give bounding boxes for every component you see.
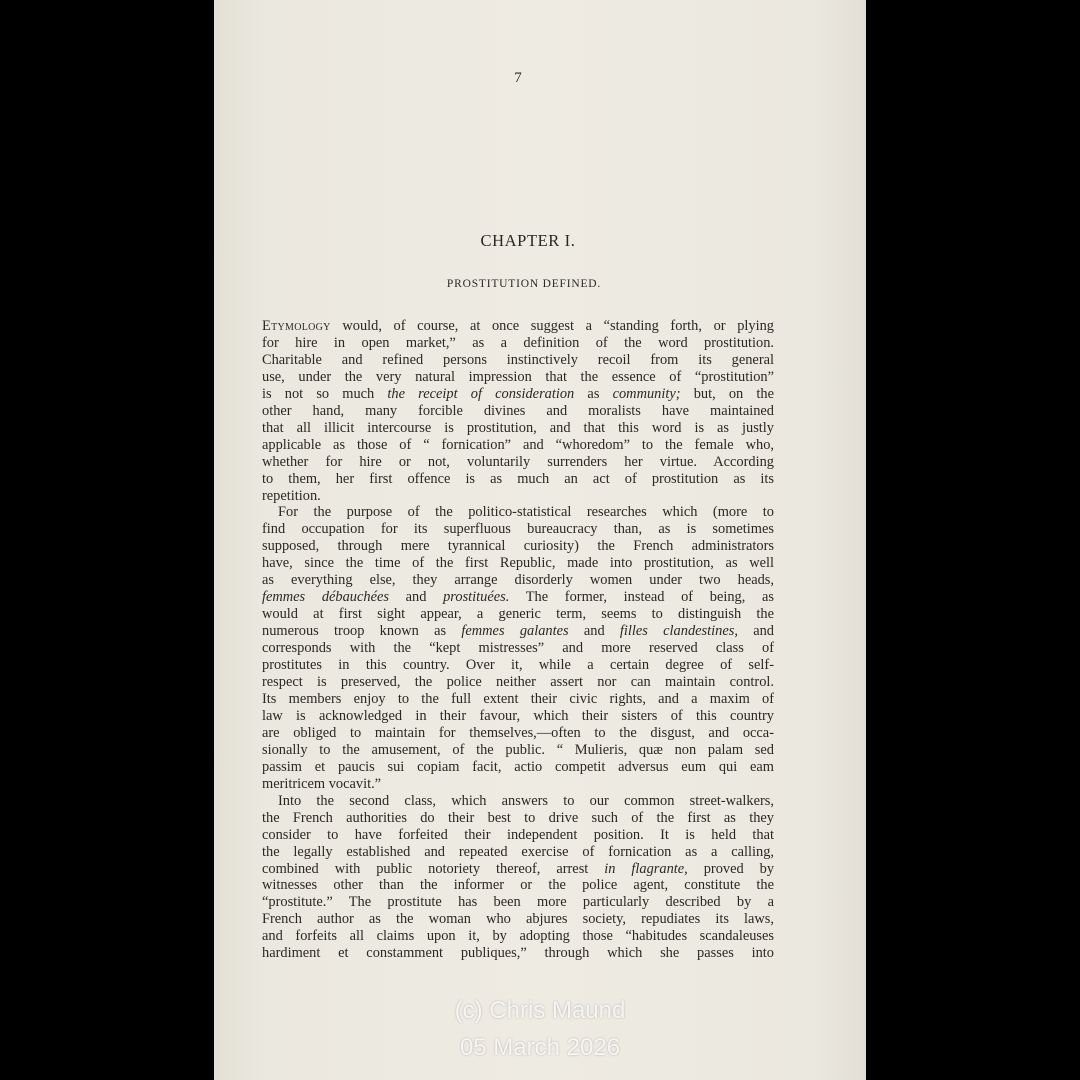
text-line: whether for hire or not, voluntarily surrenders her virtue. According [262,453,774,470]
section-heading: PROSTITUTION DEFINED. [446,278,602,290]
date-watermark: 05 March 2026 [459,1034,621,1061]
text-line: For the purpose of the politico-statistical researches which (more to [278,504,774,521]
text-line: hardiment et constamment publiques,” through which she passes into [262,945,774,962]
text-line: for hire in open market,” as a definition of the word prostitution. [262,334,774,351]
text-run: and [568,623,620,640]
text-line [262,386,774,403]
italic-run: prostituées. [443,589,510,606]
text-line: supposed, through mere tyrannical curiosity) the French administrators [262,538,774,555]
text-line: passim et paucis sui copiam facit, actio competit adversus eum qui eam [262,758,774,775]
text-run: and [737,623,774,640]
text-run: The former, instead of being, as [509,589,774,606]
text-line: to them, her first offence is as much an act of prostitution as its [262,470,774,487]
italic-run: femmes galantes [461,623,569,640]
text-line [262,623,774,640]
text-line: Its members enjoy to the full extent their civic rights, and a maxim of [262,690,774,707]
book-page [214,0,866,1080]
text-line: applicable as those of “ fornication” and “whoredom” to the female who, [262,436,774,453]
text-line: the French authorities do their best to drive such of the first as they [262,809,774,826]
text-line: respect is preserved, the police neither assert nor can maintain control. [262,674,774,691]
copyright-watermark: (c) Chris Maund [454,997,626,1024]
italic-run: femmes débauchées [262,589,389,606]
text-run: but, on the [680,385,774,402]
text-line: repetition. [262,487,321,504]
text-line: use, under the very natural impression that the essence of “prostitution” [262,368,774,385]
text-line: would at first sight appear, a generic term, seems to distinguish the [262,606,774,623]
chapter-heading: CHAPTER I. [480,231,576,250]
text-line: that all illicit intercourse is prostitution, and that this word is as justly [262,419,774,436]
text-line: other hand, many forcible divines and moralists have maintained [262,402,774,419]
text-line: Charitable and refined persons instinctively recoil from its general [262,351,774,368]
text-line: consider to have forfeited their independent position. It is held that [262,826,774,843]
page-number: 7 [514,70,522,86]
italic-run: in flagrante, [604,860,688,877]
text-run: numerous troop known as [262,623,462,640]
body-text [262,318,774,962]
text-run: and [388,589,444,606]
text-line: law is acknowledged in their favour, which their sisters of this country [262,707,774,724]
text-line: and forfeits all claims upon it, by adopting those “habitudes scandaleuses [262,928,774,945]
text-line [262,589,774,606]
text-line: the legally established and repeated exercise of fornication as a calling, [262,843,774,860]
text-line: find occupation for its superfluous bureaucracy than, as is sometimes [262,521,774,538]
text-line: “prostitute.” The prostitute has been more particularly described by a [262,894,774,911]
italic-run: community; [612,385,681,402]
text-run: would, of course, at once suggest a “standing forth, or plying [330,318,774,334]
text-line: have, since the time of the first Republic, made into prostitution, as well [262,555,774,572]
text-run: is not so much [262,385,388,402]
text-run: as [574,385,613,402]
text-line: Into the second class, which answers to our common street-walkers, [278,792,774,809]
text-line: witnesses other than the informer or the police agent, constitute the [262,877,774,894]
text-run: combined with public notoriety thereof, arrest [262,860,605,877]
text-line: as everything else, they arrange disorderly women under two heads, [262,572,774,589]
text-line [262,861,774,878]
italic-run: the receipt of consideration [387,385,575,402]
text-line: prostitutes in this country. Over it, while a certain degree of self- [262,657,774,674]
text-line: French author as the woman who abjures society, repudiates its laws, [262,911,774,928]
text-run: proved by [687,860,775,877]
text-line: are obliged to maintain for themselves,—often to the disgust, and occa- [262,724,774,741]
small-caps-word: Etymology [262,318,331,334]
text-line: meritricem vocavit.” [262,775,382,792]
italic-run: filles clandestines, [619,623,738,640]
text-line: sionally to the amusement, of the public. “ Mulieris, quæ non palam sed [262,741,774,758]
text-line [262,318,774,335]
text-line: corresponds with the “kept mistresses” and more reserved class of [262,640,774,657]
